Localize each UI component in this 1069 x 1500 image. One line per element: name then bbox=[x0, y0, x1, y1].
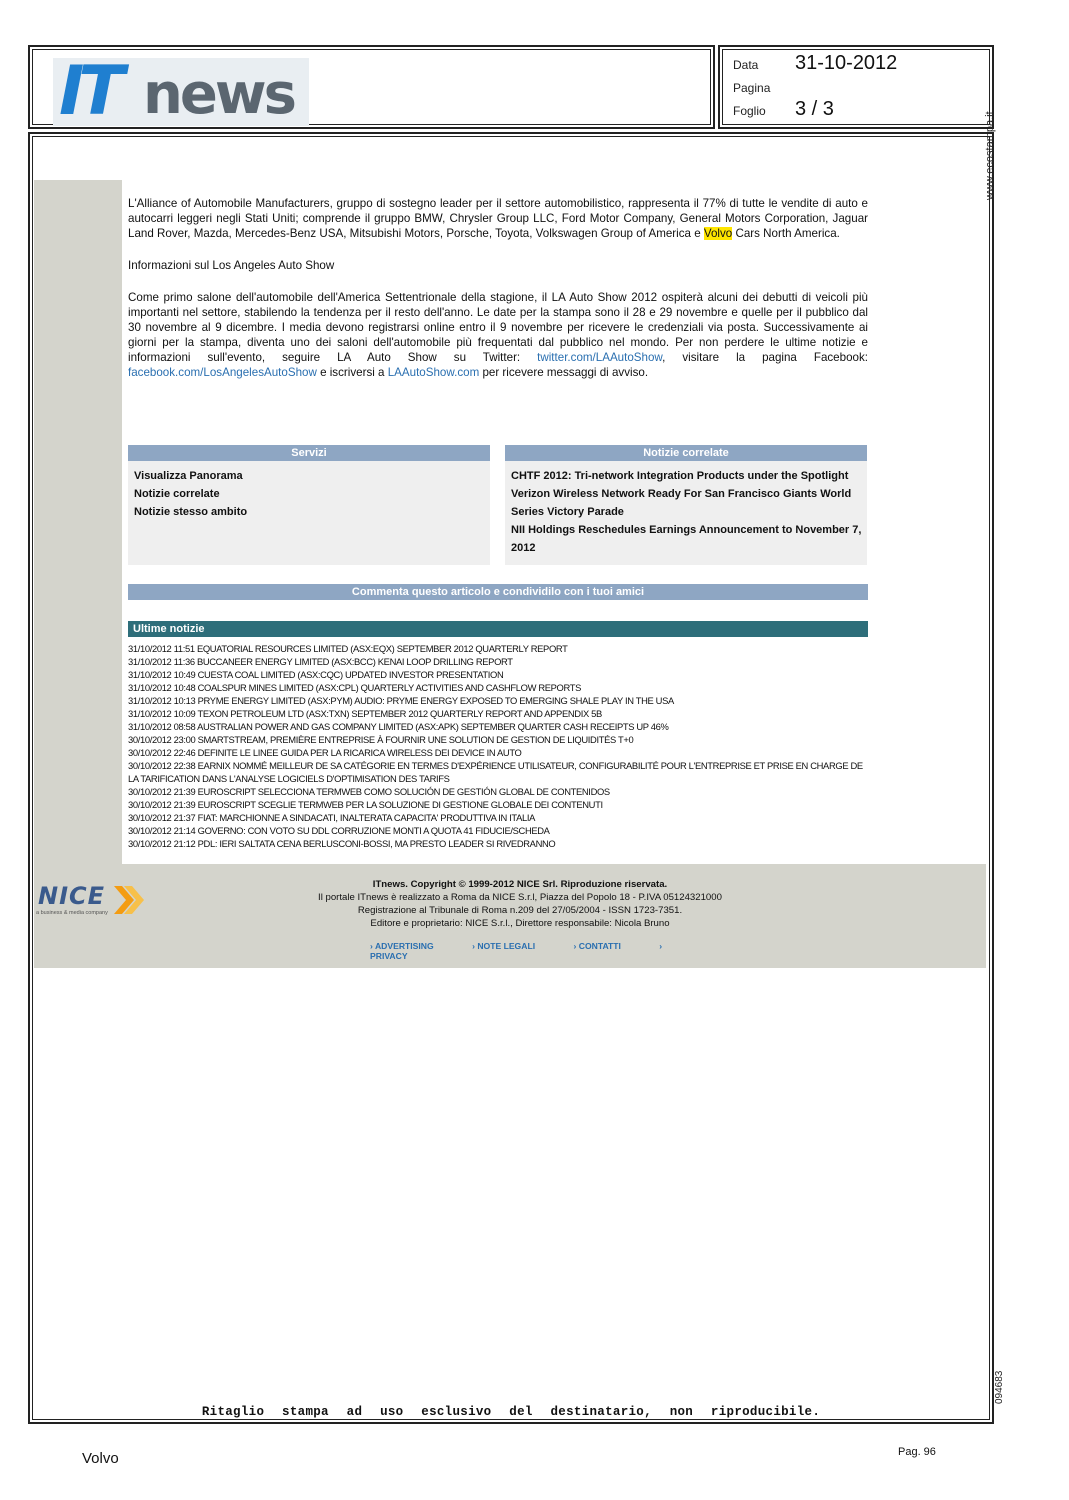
data-value: 31-10-2012 bbox=[795, 52, 898, 74]
left-sidebar bbox=[34, 180, 122, 864]
p1-tail: Cars North America. bbox=[732, 227, 840, 240]
keyword-label: Volvo bbox=[82, 1450, 119, 1467]
metadata-box bbox=[718, 45, 994, 129]
commenta-bar[interactable]: Commenta questo articolo e condividilo con i tuoi amici bbox=[128, 584, 868, 600]
servizi-list bbox=[128, 461, 490, 565]
news-item[interactable]: 31/10/2012 10:48 COALSPUR MINES LIMITED (ASX:CPL) QUARTERLY ACTIVITIES AND CASHFLOW REPORTS bbox=[128, 682, 582, 693]
chevron-icon bbox=[112, 884, 144, 916]
nice-logo-text: NICE bbox=[38, 882, 106, 910]
masthead-box bbox=[28, 45, 715, 129]
footer-link-privacy[interactable]: › PRIVACY bbox=[370, 941, 663, 961]
footer-links bbox=[370, 941, 670, 961]
correlate-title: Notizie correlate bbox=[505, 445, 867, 461]
highlight-volvo: Volvo bbox=[703, 227, 733, 240]
correlate-item[interactable]: NII Holdings Reschedules Earnings Announcement to November 7, 2012 bbox=[511, 524, 862, 554]
news-item[interactable]: 30/10/2012 21:12 PDL: IERI SALTATA CENA BERLUSCONI-BOSSI, MA PRESTO LEADER SI RIVEDRANNO bbox=[128, 838, 556, 849]
article-paragraph-1 bbox=[128, 196, 868, 241]
correlate-item[interactable]: CHTF 2012: Tri-network Integration Products under the Spotlight bbox=[511, 470, 849, 482]
news-item[interactable]: 30/10/2012 22:46 DEFINITE LE LINEE GUIDA PER LA RICARICA WIRELESS DEI DEVICE IN AUTO bbox=[128, 747, 522, 758]
footer-line2: Il portale ITnews è realizzato a Roma da NICE S.r.l, Piazza del Popolo 18 - P.IVA 05124321000 bbox=[318, 892, 722, 903]
news-item[interactable]: 30/10/2012 22:38 EARNIX NOMMÉ MEILLEUR DE SA CATÉGORIE EN TERMES D'EXPÉRIENCE UTILISATEUR, CONFIGURABILITÉ POUR L'ENTREPRISE ET PRISE EN CHARGE DE LA TARIFICATION DANS L'ANALYSE LOGICIELS D'OPTIMISATION DES TARIFS bbox=[128, 760, 863, 784]
p1-text: L'Alliance of Automobile Manufacturers, gruppo di sostegno leader per il settore automobilistico, rappresenta il 77% di tutte le vendite di auto e autocarri leggeri negli Stati Uniti; comprende il gruppo BMW, Chrysler Group LLC, Ford Motor Company, General Motors Corporation, Jaguar Land Rover, Mazda, Mercedes-Benz USA, Mitsubishi Motors, Porsche, Toyota, Volkswagen Group of America e bbox=[128, 197, 868, 240]
news-item[interactable]: 30/10/2012 21:14 GOVERNO: CON VOTO SU DDL CORRUZIONE MONTI A QUOTA 41 FIDUCIE/SCHEDA bbox=[128, 825, 550, 836]
news-item[interactable]: 30/10/2012 21:39 EUROSCRIPT SCEGLIE TERMWEB PER LA SOLUZIONE DI GESTIONE GLOBALE DEI CONTENUTI bbox=[128, 799, 603, 810]
note-legali-label[interactable]: NOTE LEGALI bbox=[477, 941, 536, 951]
logo-news: news bbox=[143, 62, 294, 127]
laautoshow-link[interactable]: LAAutoShow.com bbox=[387, 366, 480, 379]
footer-line4: Editore e proprietario: NICE S.r.l., Direttore responsabile: Nicola Bruno bbox=[370, 918, 670, 929]
servizi-title: Servizi bbox=[128, 445, 490, 461]
pagina-label: Pagina bbox=[733, 81, 771, 95]
ultime-notizie-list bbox=[128, 642, 868, 850]
foglio-value: 3 / 3 bbox=[795, 98, 834, 120]
page-number: Pag. 96 bbox=[898, 1446, 936, 1458]
p3-text-c: e iscriversi a bbox=[316, 366, 388, 379]
nice-logo bbox=[36, 880, 146, 920]
news-item[interactable]: 30/10/2012 21:37 FIAT: MARCHIONNE A SINDACATI, INALTERATA CAPACITA' PRODUTTIVA IN ITALIA bbox=[128, 812, 536, 823]
twitter-link[interactable]: twitter.com/LAAutoShow bbox=[537, 351, 663, 364]
p3-text-a: Come primo salone dell'automobile dell'America Settentrionale della stagione, il LA Auto Show 2012 ospiterà alcuni dei debutti di veicoli più importanti nel settore, stabilendo la tendenza per il resto dell'anno. Le date per la stampa sono il 28 e 29 novembre e quelle per il pubblico dal 30 novembre al 9 dicembre. I media devono registrarsi online entro il 9 novembre per ricevere le credenziali via posta. Successivamente ai giorni per la stampa, diventa uno dei saloni dell'automobile più frequentati dal pubblico nel mondo. Per non perdere le ultime notizie e informazioni sull'evento, seguire LA Auto Show su Twitter: bbox=[128, 291, 868, 364]
article-body bbox=[128, 196, 868, 397]
news-item[interactable]: 31/10/2012 11:36 BUCCANEER ENERGY LIMITED (ASX:BCC) KENAI LOOP DRILLING REPORT bbox=[128, 656, 513, 667]
servizi-item-panorama[interactable]: Visualizza Panorama bbox=[134, 470, 243, 482]
p3-text-d: per ricevere messaggi di avviso. bbox=[479, 366, 649, 379]
news-item[interactable]: 31/10/2012 10:13 PRYME ENERGY LIMITED (ASX:PYM) AUDIO: PRYME ENERGY EXPOSED TO EMERGING SHALE PLAY IN THE USA bbox=[128, 695, 674, 706]
news-item[interactable]: 30/10/2012 21:39 EUROSCRIPT SELECCIONA TERMWEB COMO SOLUCIÓN DE GESTIÓN GLOBAL DE CONTENIDOS bbox=[128, 786, 610, 797]
contatti-label[interactable]: CONTATTI bbox=[578, 941, 621, 951]
nice-tagline: a business & media company bbox=[36, 910, 108, 916]
correlate-panel bbox=[505, 445, 867, 565]
footer-link-advertising[interactable]: › ADVERTISING bbox=[370, 941, 434, 951]
servizi-item-correlate[interactable]: Notizie correlate bbox=[134, 488, 220, 500]
advertising-label[interactable]: ADVERTISING bbox=[374, 941, 434, 951]
ultime-notizie-title: Ultime notizie bbox=[133, 623, 205, 635]
footer-text bbox=[300, 878, 740, 930]
servizi-panel bbox=[128, 445, 490, 565]
ritaglio-notice: Ritaglio stampa ad uso esclusivo del destinatario, non riproducibile. bbox=[201, 1405, 821, 1419]
footer-line3: Registrazione al Tribunale di Roma n.209 del 27/05/2004 - ISSN 1723-7351. bbox=[357, 905, 683, 916]
footer-link-note-legali[interactable]: › NOTE LEGALI bbox=[472, 941, 536, 951]
servizi-item-ambito[interactable]: Notizie stesso ambito bbox=[134, 506, 248, 518]
facebook-link[interactable]: facebook.com/LosAngelesAutoShow bbox=[128, 366, 317, 379]
footer-copyright: ITnews. Copyright © 1999-2012 NICE Srl. Riproduzione riservata. bbox=[372, 879, 668, 890]
article-paragraph-3 bbox=[128, 290, 868, 380]
foglio-label: Foglio bbox=[733, 104, 766, 118]
correlate-item[interactable]: Verizon Wireless Network Ready For San Francisco Giants World Series Victory Parade bbox=[511, 488, 852, 518]
correlate-list bbox=[505, 461, 867, 565]
privacy-label[interactable]: PRIVACY bbox=[370, 951, 408, 961]
side-url: www.ecostampa.it bbox=[984, 111, 996, 200]
itnews-logo bbox=[53, 52, 309, 131]
data-label: Data bbox=[733, 58, 759, 72]
news-item[interactable]: 31/10/2012 10:49 CUESTA COAL LIMITED (ASX:CQC) UPDATED INVESTOR PRESENTATION bbox=[128, 669, 504, 680]
p3-text-b: , visitare la pagina Facebook: bbox=[662, 351, 868, 364]
news-item[interactable]: 31/10/2012 08:58 AUSTRALIAN POWER AND GAS COMPANY LIMITED (ASX:APK) SEPTEMBER QUARTER CASH RECEIPTS UP 46% bbox=[128, 721, 669, 732]
article-subheading: Informazioni sul Los Angeles Auto Show bbox=[128, 259, 335, 272]
side-code: 094683 bbox=[994, 1370, 1005, 1404]
news-item[interactable]: 30/10/2012 23:00 SMARTSTREAM, PREMIÈRE ENTREPRISE À FOURNIR UNE SOLUTION DE GESTION DE LIQUIDITÉS T+0 bbox=[128, 734, 634, 745]
logo-it: IT bbox=[59, 52, 119, 131]
news-item[interactable]: 31/10/2012 10:09 TEXON PETROLEUM LTD (ASX:TXN) SEPTEMBER 2012 QUARTERLY REPORT AND APPENDIX 5B bbox=[128, 708, 602, 719]
ultime-notizie-bar bbox=[128, 621, 868, 637]
footer-link-contatti[interactable]: › CONTATTI bbox=[573, 941, 621, 951]
news-item[interactable]: 31/10/2012 11:51 EQUATORIAL RESOURCES LIMITED (ASX:EQX) SEPTEMBER 2012 QUARTERLY REPORT bbox=[128, 643, 568, 654]
